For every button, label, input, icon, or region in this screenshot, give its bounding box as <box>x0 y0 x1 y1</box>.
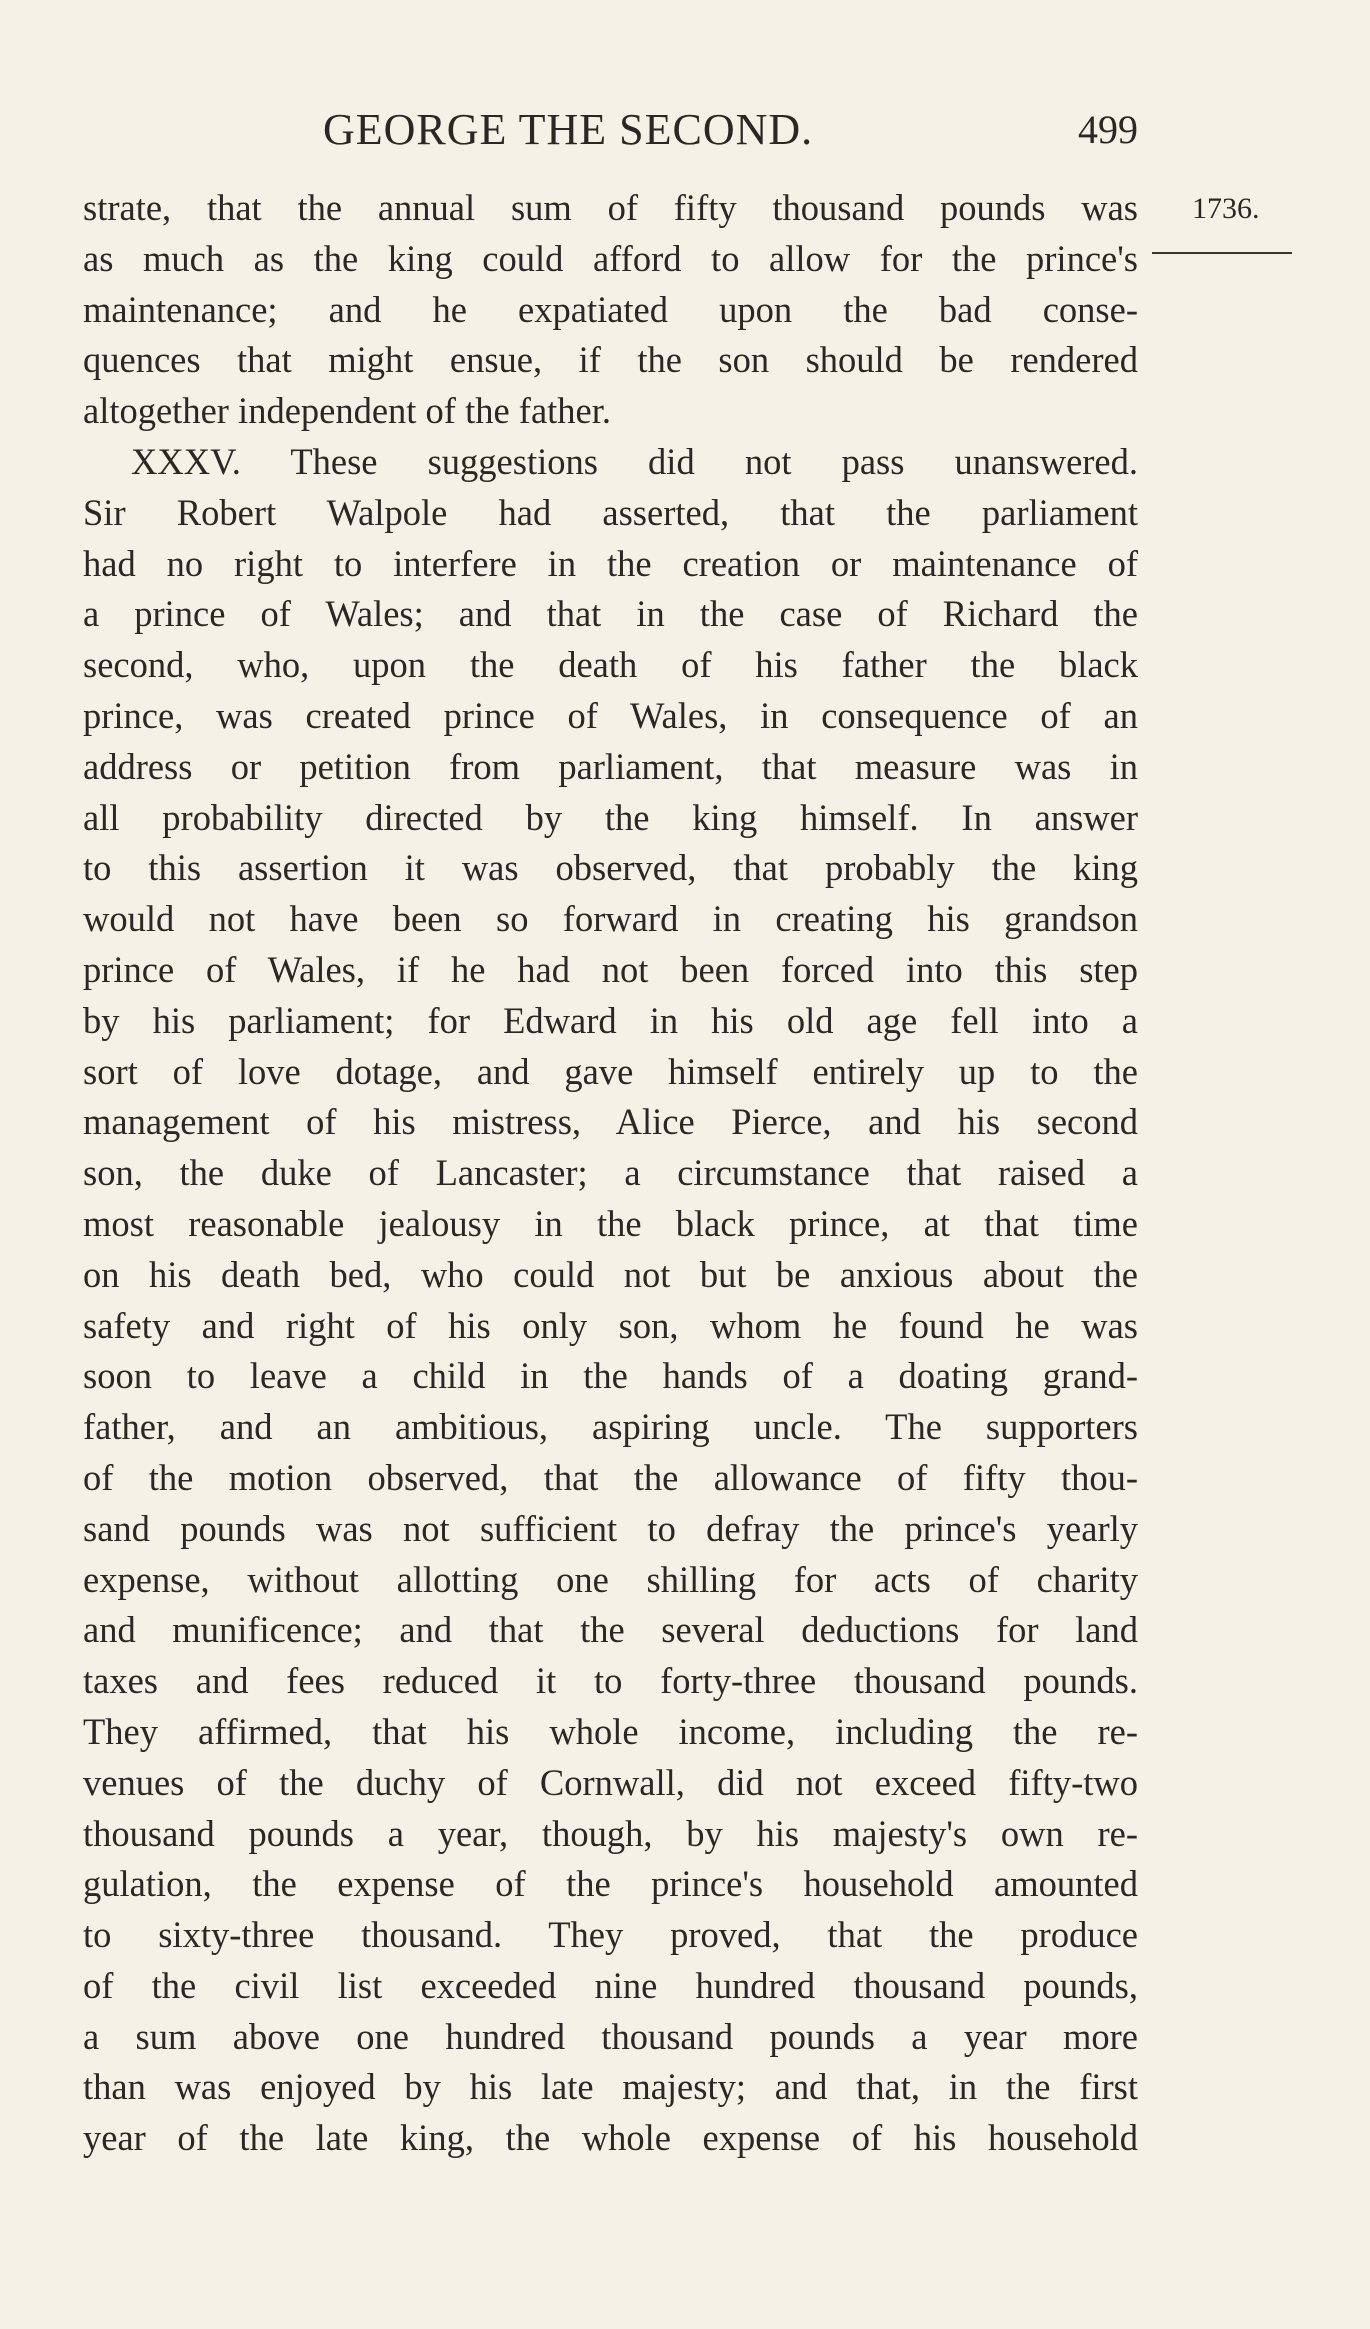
margin-year: 1736. <box>1192 192 1260 225</box>
text-line: thousand pounds a year, though, by his majesty's own re- <box>83 1812 1138 1854</box>
text-line: soon to leave a child in the hands of a doating grand- <box>83 1355 1138 1397</box>
text-line: prince, was created prince of Wales, in consequence of an <box>83 694 1138 736</box>
text-line: to this assertion it was observed, that probably the king <box>83 847 1138 889</box>
text-line: a sum above one hundred thousand pounds a year more <box>83 2015 1138 2057</box>
text-line: son, the duke of Lancaster; a circumstance that raised a <box>83 1152 1138 1194</box>
text-line: by his parliament; for Edward in his old age fell into a <box>83 999 1138 1041</box>
text-line: and munificence; and that the several deductions for land <box>83 1609 1138 1651</box>
text-line: expense, without allotting one shilling for acts of charity <box>83 1558 1138 1600</box>
text-line: prince of Wales, if he had not been forced into this step <box>83 948 1138 990</box>
text-line: most reasonable jealousy in the black prince, at that time <box>83 1202 1138 1244</box>
margin-rule <box>1152 252 1292 254</box>
text-line: as much as the king could afford to allow for the prince's <box>83 237 1138 279</box>
text-line: venues of the duchy of Cornwall, did not exceed fifty-two <box>83 1761 1138 1803</box>
text-line: year of the late king, the whole expense of his household <box>83 2117 1138 2159</box>
text-line: father, and an ambitious, aspiring uncle. The supporters <box>83 1406 1138 1448</box>
text-line: sand pounds was not sufficient to defray the prince's yearly <box>83 1507 1138 1549</box>
page-number: 499 <box>1078 107 1138 152</box>
text-line: of the civil list exceeded nine hundred thousand pounds, <box>83 1964 1138 2006</box>
text-line: would not have been so forward in creating his grandson <box>83 898 1138 940</box>
text-line: maintenance; and he expatiated upon the bad conse- <box>83 288 1138 330</box>
text-line: quences that might ensue, if the son should be rendered <box>83 339 1138 381</box>
text-line: Sir Robert Walpole had asserted, that the parliament <box>83 491 1138 533</box>
text-line: gulation, the expense of the prince's household amounted <box>83 1863 1138 1905</box>
text-line: sort of love dotage, and gave himself entirely up to the <box>83 1050 1138 1092</box>
body-text <box>83 183 1138 2164</box>
text-line: a prince of Wales; and that in the case of Richard the <box>83 593 1138 635</box>
text-line: to sixty-three thousand. They proved, that the produce <box>83 1914 1138 1956</box>
text-line: had no right to interfere in the creation or maintenance of <box>83 542 1138 584</box>
text-line: management of his mistress, Alice Pierce, and his second <box>83 1101 1138 1143</box>
text-line: all probability directed by the king himself. In answer <box>83 796 1138 838</box>
text-line: of the motion observed, that the allowance of fifty thou- <box>83 1456 1138 1498</box>
text-line: safety and right of his only son, whom he found he was <box>83 1304 1138 1346</box>
text-line: than was enjoyed by his late majesty; and that, in the first <box>83 2066 1138 2108</box>
text-line: They affirmed, that his whole income, including the re- <box>83 1710 1138 1752</box>
text-line: address or petition from parliament, that measure was in <box>83 745 1138 787</box>
text-line: taxes and fees reduced it to forty-three thousand pounds. <box>83 1660 1138 1702</box>
text-line: on his death bed, who could not but be anxious about the <box>83 1253 1138 1295</box>
text-line: strate, that the annual sum of fifty thousand pounds was <box>83 187 1138 228</box>
running-title: GEORGE THE SECOND. <box>323 105 814 154</box>
text-line: XXXV. These suggestions did not pass unanswered. <box>131 440 1138 482</box>
running-head <box>83 100 1138 160</box>
text-line: second, who, upon the death of his father the black <box>83 644 1138 686</box>
text-line: altogether independent of the father. <box>83 390 612 432</box>
